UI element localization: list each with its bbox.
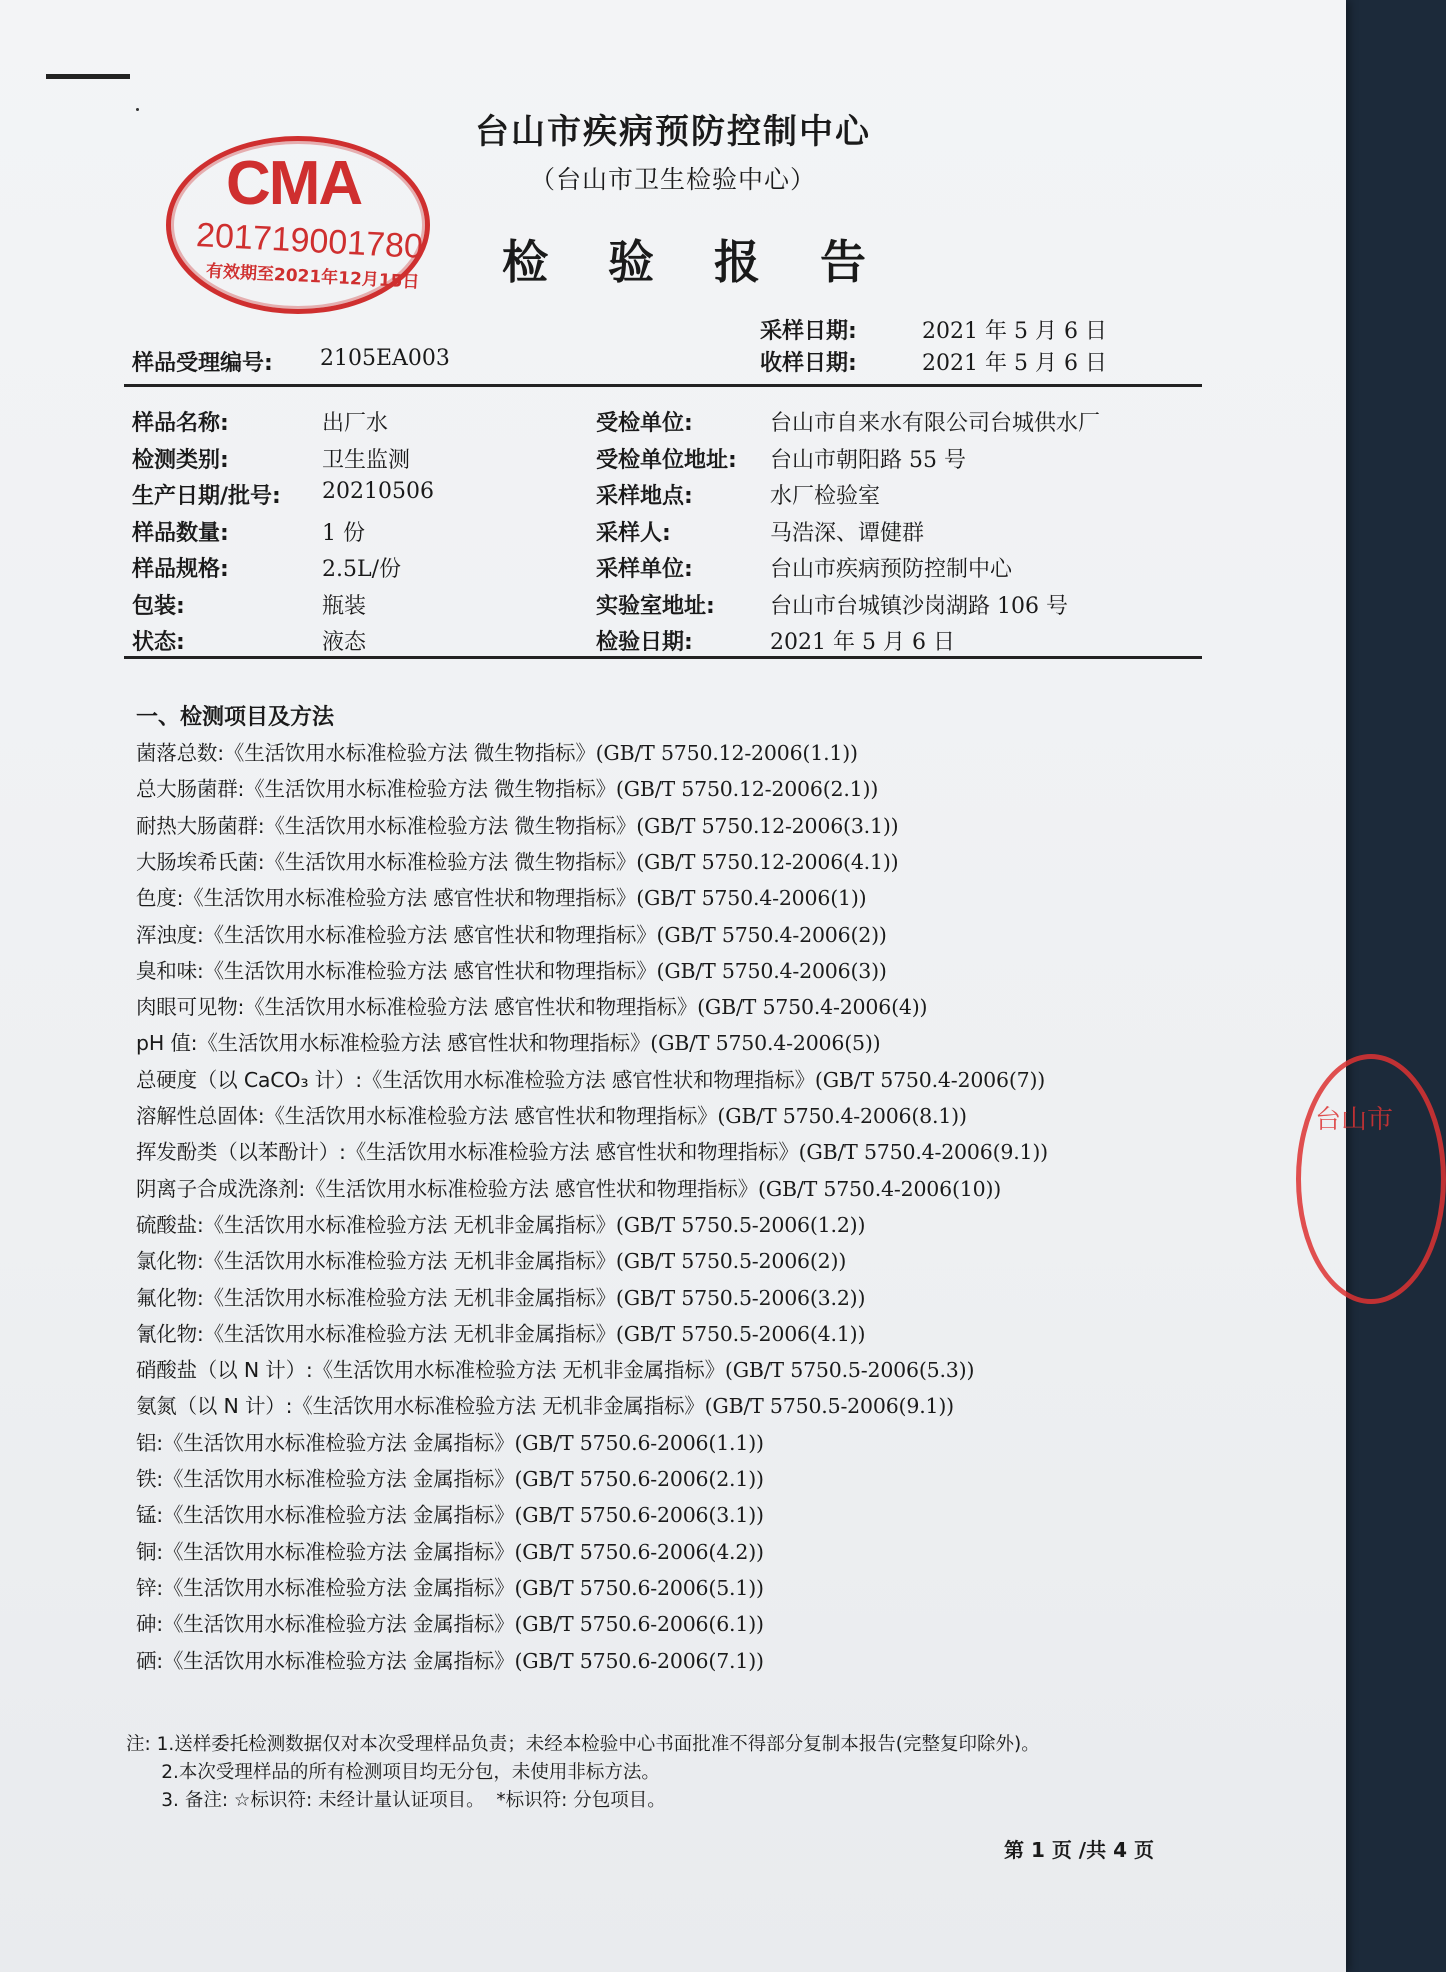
sampling-date: 2021 年 5 月 6 日 [922,319,1107,344]
method-standard: (GB/T 5750.12-2006(2.1)) [615,777,879,802]
method-item [136,1099,967,1129]
method-item [136,1426,764,1456]
method-name: 铝:《生活饮用水标准检验方法 金属指标》 [136,1430,515,1455]
info-label-right: 采样单位: [596,557,693,582]
method-item [136,1026,880,1056]
method-standard: (GB/T 5750.4-2006(1)) [636,886,867,911]
cma-number: 201719001780 [195,216,424,266]
section-title: 一、检测项目及方法 [136,705,335,730]
method-standard: (GB/T 5750.4-2006(3)) [656,958,887,983]
page-indicator: 第 1 页 /共 4 页 [1004,1838,1154,1862]
info-label-left: 状态: [132,630,185,655]
method-name: 菌落总数:《生活饮用水标准检验方法 微生物指标》 [136,741,596,765]
method-standard: (GB/T 5750.12-2006(1.1)) [595,741,858,765]
method-standard: (GB/T 5750.6-2006(3.1)) [514,1503,764,1528]
method-standard: (GB/T 5750.4-2006(10)) [758,1176,1002,1201]
method-standard: (GB/T 5750.5-2006(9.1)) [704,1394,954,1419]
info-value-right: 水厂检验室 [770,484,881,509]
info-value-left: 瓶装 [322,593,367,619]
method-item [136,1353,974,1383]
method-name: 浑浊度:《生活饮用水标准检验方法 感官性状和物理指标》 [136,922,657,947]
sampling-date-label: 采样日期: [760,319,857,344]
info-label-right: 实验室地址: [596,593,715,619]
method-standard: (GB/T 5750.6-2006(7.1)) [514,1648,764,1673]
info-value-right: 台山市自来水有限公司台城供水厂 [770,411,1101,436]
note-line: 注: 1.送样委托检测数据仅对本次受理样品负责；未经本检验中心书面批准不得部分复制本报告(完整复印除外)。 [126,1734,1040,1755]
info-label-right: 受检单位: [596,411,693,436]
method-item [136,845,898,875]
method-standard: (GB/T 5750.6-2006(1.1)) [514,1430,764,1455]
method-item [136,954,887,984]
info-label-left: 样品规格: [132,557,229,582]
info-value-left: 卫生监测 [322,447,411,473]
method-item [136,1644,764,1674]
info-label-left: 包装: [132,593,185,619]
info-value-left: 20210506 [322,479,434,504]
method-standard: (GB/T 5750.6-2006(5.1)) [514,1575,764,1600]
method-item [136,1498,764,1528]
method-item [136,881,866,911]
method-item [136,1317,865,1347]
org-subname: （台山市卫生检验中心） [529,165,816,194]
method-name: 氟化物:《生活饮用水标准检验方法 无机非金属指标》 [136,1285,616,1310]
method-item [136,809,898,839]
method-name: 铁:《生活饮用水标准检验方法 金属指标》 [136,1467,515,1491]
method-name: 臭和味:《生活饮用水标准检验方法 感官性状和物理指标》 [136,958,657,983]
method-standard: (GB/T 5750.6-2006(4.2)) [514,1539,764,1564]
method-name: 砷:《生活饮用水标准检验方法 金属指标》 [136,1612,515,1637]
method-name: 硒:《生活饮用水标准检验方法 金属指标》 [136,1648,515,1673]
method-name: 氰化物:《生活饮用水标准检验方法 无机非金属指标》 [136,1321,616,1346]
method-name: 锌:《生活饮用水标准检验方法 金属指标》 [136,1575,515,1600]
info-label-left: 样品数量: [132,520,229,546]
info-value-right: 台山市台城镇沙岗湖路 106 号 [770,593,1068,619]
method-name: 氨氮（以 N 计）:《生活饮用水标准检验方法 无机非金属指标》 [136,1394,705,1419]
receiving-date-label: 收样日期: [760,351,857,376]
method-name: 硫酸盐:《生活饮用水标准检验方法 无机非金属指标》 [136,1212,616,1237]
sample-no-label: 样品受理编号: [132,351,273,376]
info-value-left: 出厂水 [322,411,389,436]
method-item [136,918,887,948]
note-line: 2.本次受理样品的所有检测项目均无分包，未使用非标方法。 [126,1762,660,1783]
info-label-right: 采样地点: [596,484,693,509]
method-standard: (GB/T 5750.4-2006(7)) [814,1067,1046,1092]
method-standard: (GB/T 5750.4-2006(4)) [697,995,928,1020]
note-line: 3. 备注: ☆标识符: 未经计量认证项目。 *标识符: 分包项目。 [126,1790,666,1811]
edge-seal-text: 台山市 [1315,1105,1394,1135]
method-name: 耐热大肠菌群:《生活饮用水标准检验方法 微生物指标》 [136,813,637,838]
org-name: 台山市疾病预防控制中心 [475,112,871,152]
method-standard: (GB/T 5750.12-2006(4.1)) [636,849,899,874]
method-name: 总大肠菌群:《生活饮用水标准检验方法 微生物指标》 [136,777,616,802]
method-name: 总硬度（以 CaCO₃ 计）:《生活饮用水标准检验方法 感官性状和物理指标》 [136,1067,815,1092]
method-name: 溶解性总固体:《生活饮用水标准检验方法 感官性状和物理指标》 [136,1104,718,1128]
info-label-left: 生产日期/批号: [132,484,281,509]
method-name: 大肠埃希氏菌:《生活饮用水标准检验方法 微生物指标》 [136,849,637,874]
divider-bottom [124,656,1202,659]
method-name: 阴离子合成洗涤剂:《生活饮用水标准检验方法 感官性状和物理指标》 [136,1176,759,1201]
method-item [136,1063,1045,1093]
info-value-left: 2.5L/份 [322,557,402,582]
method-name: 铜:《生活饮用水标准检验方法 金属指标》 [136,1539,515,1564]
info-label-right: 受检单位地址: [596,447,737,473]
method-standard: (GB/T 5750.4-2006(5)) [650,1031,881,1056]
method-name: 色度:《生活饮用水标准检验方法 感官性状和物理指标》 [136,886,637,911]
edge-seal [1296,1054,1446,1304]
method-name: 肉眼可见物:《生活饮用水标准检验方法 感官性状和物理指标》 [136,995,698,1020]
method-item [136,1571,764,1601]
method-standard: (GB/T 5750.4-2006(9.1)) [798,1140,1048,1165]
method-standard: (GB/T 5750.12-2006(3.1)) [636,813,899,838]
method-name: pH 值:《生活饮用水标准检验方法 感官性状和物理指标》 [136,1031,651,1056]
method-item [136,1535,764,1565]
info-label-right: 采样人: [596,520,671,546]
method-name: 锰:《生活饮用水标准检验方法 金属指标》 [136,1503,515,1528]
method-item [136,772,878,802]
method-item [136,1607,764,1637]
method-item [136,1135,1048,1165]
sample-no: 2105EA003 [320,346,450,371]
method-standard: (GB/T 5750.5-2006(5.3)) [724,1358,975,1383]
info-label-right: 检验日期: [596,630,693,655]
method-name: 氯化物:《生活饮用水标准检验方法 无机非金属指标》 [136,1249,616,1274]
method-standard: (GB/T 5750.6-2006(2.1)) [514,1467,764,1491]
method-item [136,990,927,1020]
receiving-date: 2021 年 5 月 6 日 [922,351,1107,376]
method-item [136,1172,1001,1202]
method-standard: (GB/T 5750.5-2006(2)) [615,1249,847,1274]
info-value-left: 1 份 [322,520,365,546]
report-title: 检 验 报 告 [501,235,889,289]
method-item [136,1244,846,1274]
method-item [136,736,858,766]
method-standard: (GB/T 5750.5-2006(3.2)) [615,1285,866,1310]
cma-valid-until: 有效期至2021年12月15日 [205,261,420,293]
info-value-left: 液态 [322,630,367,655]
method-item [136,1389,954,1419]
cma-logo: CMA [226,149,362,218]
method-standard: (GB/T 5750.6-2006(6.1)) [514,1612,764,1637]
method-item [136,1462,764,1492]
info-value-right: 台山市疾病预防控制中心 [770,557,1013,582]
top-mark [46,74,130,79]
method-standard: (GB/T 5750.4-2006(8.1)) [717,1104,967,1128]
info-value-right: 马浩深、谭健群 [770,520,925,546]
method-standard: (GB/T 5750.4-2006(2)) [656,922,887,947]
method-name: 硝酸盐（以 N 计）:《生活饮用水标准检验方法 无机非金属指标》 [136,1358,725,1383]
divider-top [124,384,1202,387]
info-label-left: 样品名称: [132,411,229,436]
method-name: 挥发酚类（以苯酚计）:《生活饮用水标准检验方法 感官性状和物理指标》 [136,1140,799,1165]
info-value-right: 台山市朝阳路 55 号 [770,447,966,473]
info-value-right: 2021 年 5 月 6 日 [770,630,955,655]
method-standard: (GB/T 5750.5-2006(1.2)) [615,1212,866,1237]
info-label-left: 检测类别: [132,447,229,473]
method-item [136,1281,865,1311]
method-standard: (GB/T 5750.5-2006(4.1)) [615,1321,866,1346]
method-item [136,1208,865,1238]
